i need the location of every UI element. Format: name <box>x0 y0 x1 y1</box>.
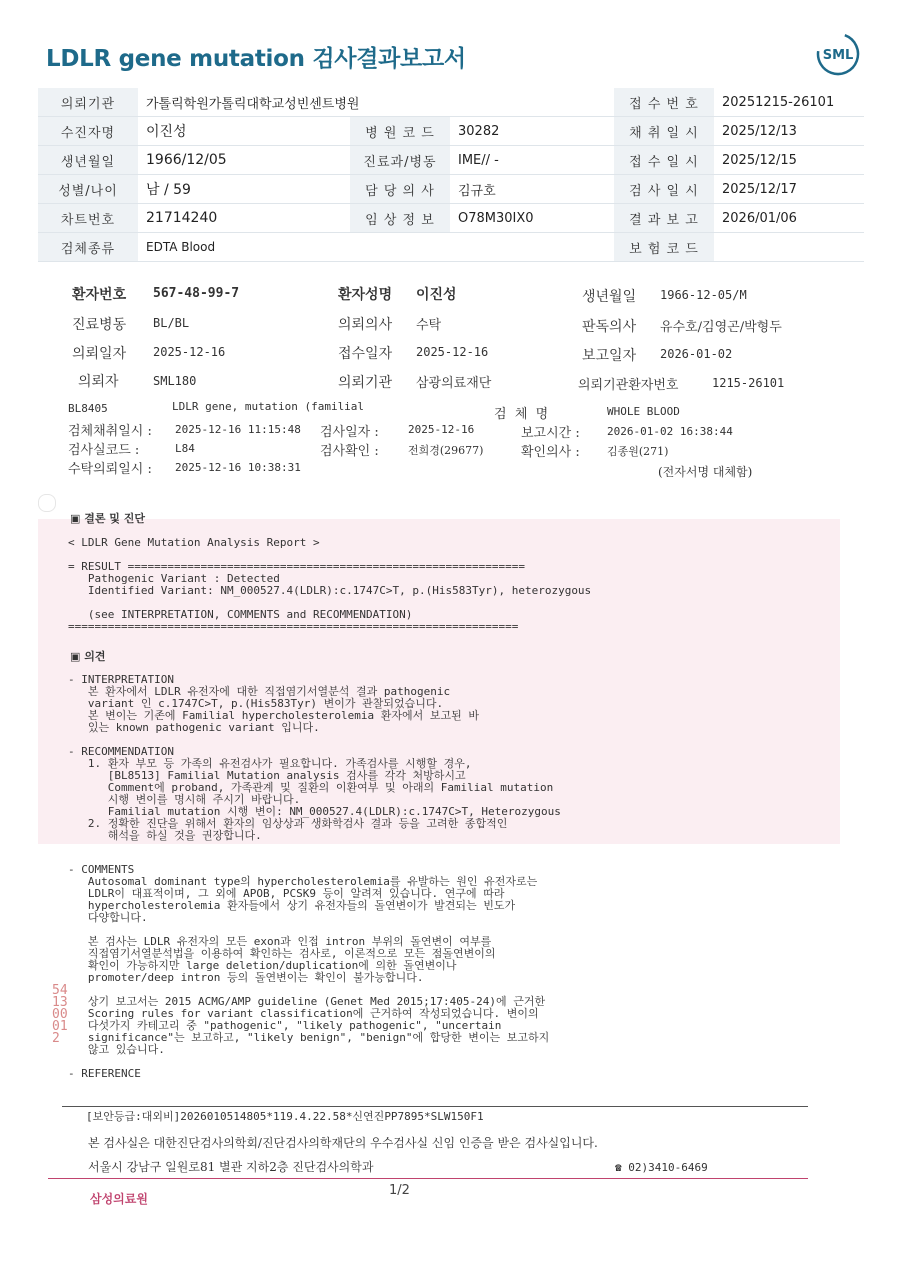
page-number: 1/2 <box>389 1183 410 1198</box>
label-insurance-code: 보 험 코 드 <box>614 233 714 262</box>
label-dept: 진료과/병동 <box>350 146 450 175</box>
scan-confirm-doctor-label: 확인의사 : <box>521 445 580 460</box>
sml-logo <box>816 32 860 76</box>
scan-consign: 2025-12-16 10:38:31 <box>175 461 301 474</box>
scan-requester: SML180 <box>153 374 197 388</box>
value-collection-date: 2025/12/13 <box>714 117 864 146</box>
scan-lab-code-label: 검사실코드 : <box>68 443 140 458</box>
footer-divider-top <box>62 1106 808 1107</box>
scan-req-date: 2025-12-16 <box>153 345 226 359</box>
label-sex-age: 성별/나이 <box>38 175 138 204</box>
footer-address: 서울시 강남구 일원로81 별관 지하2층 진단검사의학과 <box>88 1160 374 1174</box>
scan-report-date-label: 보고일자 <box>582 348 637 364</box>
scan-ward-label: 진료병동 <box>72 317 127 333</box>
scan-ward: BL/BL <box>153 316 190 330</box>
scan-reading-doctor-label: 판독의사 <box>582 319 637 335</box>
scan-report-time-label: 보고시간 : <box>521 426 580 441</box>
scan-test-date: 2025-12-16 <box>408 423 475 436</box>
label-receipt-date: 접 수 일 시 <box>614 146 714 175</box>
scan-birth-label: 생년월일 <box>582 289 637 305</box>
footer-brand: 삼성의료원 <box>90 1192 148 1206</box>
scan-req-inst: 삼광의료재단 <box>416 376 492 391</box>
label-test-date: 검 사 일 시 <box>614 175 714 204</box>
label-receipt-no: 접 수 번 호 <box>614 88 714 117</box>
label-birth: 생년월일 <box>38 146 138 175</box>
value-hospital-code: 30282 <box>450 117 614 146</box>
section-opinion-title: ▣ 의견 <box>70 650 106 663</box>
value-insurance-code <box>714 233 864 262</box>
scan-confirm-doctor: 김종원(271) <box>607 445 669 458</box>
scan-birth: 1966-12-05/M <box>660 288 747 302</box>
scan-patient-no: 567-48-99-7 <box>153 286 240 301</box>
scan-recv-date-label: 접수일자 <box>338 346 393 362</box>
scan-specimen: WHOLE BLOOD <box>607 405 680 418</box>
label-doctor: 담 당 의 사 <box>350 175 450 204</box>
scan-requester-label: 의뢰자 <box>78 374 119 390</box>
scan-inst-patient-no: 1215-26101 <box>712 376 785 390</box>
page-title: LDLR gene mutation 검사결과보고서 <box>46 46 466 72</box>
footer-phone: ☎ 02)3410-6469 <box>615 1161 708 1174</box>
value-report-date: 2026/01/06 <box>714 204 864 233</box>
report-comments-block: - COMMENTS Autosomal dominant type의 hypercholesterolemia를 유발하는 원인 유전자로는 LDLR이 대표적이며, 그 외에 APOB, PCSK9 등이 알려져 있습니다. 연구에 따라 hypercholesterolemia 환자들에서 상기 유전자들의 돌연변이가 발견되는 빈도가 다양합니다. 본 검사는 LDLR 유전자의 모든 exon과 인접 intron 부위의 돌연변이 여부를 직접염기서열분석법을 이용하여 확인하는 검사로, 이론적으로 모든 점돌연변이의 확인이 가능하지만 large deletion/duplication에 의한 돌연변이나 promoter/deep intron 등의 돌연변이는 확인이 불가능합니다. 상기 보고서는 2015 ACMG/AMP guideline (Genet Med 2015;17:405-24)에 근거한 Scoring rules for variant classification에 근거하여 작성되었습니다. 변이의 다섯가지 카테고리 중 "pathogenic", "likely pathogenic", "uncertain significance"는 보고하고, "likely benign", "benign"에 합당한 변이는 보고하지 않고 있습니다. - REFERENCE <box>68 863 550 1080</box>
report-interpretation-block: - INTERPRETATION 본 환자에서 LDLR 유전자에 대한 직접염기서열분석 결과 pathogenic variant 인 c.1747C>T, p.(His583Tyr) 변이가 관찰되었습니다. 본 변이는 기존에 Familial hypercholesterolemia 환자에서 보고된 바 있는 known pathogenic variant 입니다. - RECOMMENDATION 1. 환자 부모 등 가족의 유전검사가 필요합니다. 가족검사를 시행할 경우, [BL8513] Familial Mutation analysis 검사를 각각 처방하시고 Comment에 proband, 가족관계 및 질환의 이환여부 및 아래의 Familial mutation 시행 변이를 명시해 주시기 바랍니다. Familial mutation 시행 변이: NM_000527.4(LDLR):c.1747C>T, Heterozygous 2. 정확한 진단을 위해서 환자의 임상상과 생화학검사 결과 등을 고려한 종합적인 해석을 하실 것을 권장합니다. <box>68 673 561 842</box>
label-report-date: 결 과 보 고 <box>614 204 714 233</box>
scan-patient-no-label: 환자번호 <box>72 287 127 303</box>
value-requesting-institution: 가톨릭학원가톨릭대학교성빈센트병원 <box>138 88 614 117</box>
punch-hole <box>38 494 56 512</box>
scan-patient-name: 이진성 <box>416 287 457 303</box>
scan-test-name: LDLR gene, mutation (familial <box>172 400 365 413</box>
value-chart-no: 21714240 <box>138 204 350 233</box>
value-receipt-date: 2025/12/15 <box>714 146 864 175</box>
scan-req-inst-label: 의뢰기관 <box>338 375 393 391</box>
scan-patient-name-label: 환자성명 <box>338 287 393 303</box>
value-specimen: EDTA Blood <box>138 233 614 262</box>
scan-specimen-label: 검 체 명 <box>494 407 549 422</box>
value-receipt-no: 20251215-26101 <box>714 88 864 117</box>
scan-test-confirm-label: 검사확인 : <box>320 444 379 459</box>
value-doctor: 김규호 <box>450 175 614 204</box>
value-patient-name: 이진성 <box>138 117 350 146</box>
label-patient-name: 수진자명 <box>38 117 138 146</box>
scan-req-doctor-label: 의뢰의사 <box>338 317 393 333</box>
logo-text: SML <box>822 48 854 63</box>
value-birth: 1966/12/05 <box>138 146 350 175</box>
label-collection-date: 채 취 일 시 <box>614 117 714 146</box>
scan-reading-doctor: 유수호/김영곤/박형두 <box>660 320 782 335</box>
label-hospital-code: 병 원 코 드 <box>350 117 450 146</box>
scan-esign-note: (전자서명 대체함) <box>658 465 753 479</box>
value-test-date: 2025/12/17 <box>714 175 864 204</box>
scan-collect: 2025-12-16 11:15:48 <box>175 423 301 436</box>
scan-consign-label: 수탁의뢰일시 : <box>68 462 152 477</box>
value-clinical-info: O78M30IX0 <box>450 204 614 233</box>
scan-lab-code: L84 <box>175 442 195 455</box>
value-sex-age: 남 / 59 <box>138 175 350 204</box>
section-conclusion-title: ▣ 결론 및 진단 <box>70 512 146 525</box>
scan-inst-patient-no-label: 의뢰기관환자번호 <box>578 378 679 393</box>
scan-test-date-label: 검사일자 : <box>320 425 379 440</box>
scan-recv-date: 2025-12-16 <box>416 345 489 359</box>
side-barcode-number: 541300012 <box>52 983 68 1046</box>
scan-req-date-label: 의뢰일자 <box>72 346 127 362</box>
value-dept: IME// - <box>450 146 614 175</box>
label-chart-no: 차트번호 <box>38 204 138 233</box>
scan-req-doctor: 수탁 <box>416 318 442 333</box>
footer-divider-bottom <box>48 1178 808 1179</box>
scan-test-confirm: 전희경(29677) <box>408 444 484 457</box>
scan-test-code: BL8405 <box>68 402 108 415</box>
label-specimen: 검체종류 <box>38 233 138 262</box>
label-clinical-info: 임 상 정 보 <box>350 204 450 233</box>
report-result-block: < LDLR Gene Mutation Analysis Report > = RESULT ============================================================ Pathogenic Variant : Detected Identified Variant: NM_000527.4(LDLR):c.1747C>T, p.(His583Tyr), heterozygous (see INTERPRETATION, COMMENTS and RECOMMENDATION) ==================================================================== <box>68 536 592 633</box>
scan-report-date: 2026-01-02 <box>660 347 733 361</box>
patient-info-table <box>38 88 864 262</box>
scan-report-time: 2026-01-02 16:38:44 <box>607 425 733 438</box>
label-requesting-institution: 의뢰기관 <box>38 88 138 117</box>
scan-collect-label: 검체채취일시 : <box>68 424 152 439</box>
footer-cert-line: 본 검사실은 대한진단검사의학회/진단검사의학재단의 우수검사실 신임 인증을 받은 검사실입니다. <box>88 1136 598 1150</box>
footer-security-line: [보안등급:대외비]2026010514805*119.4.22.58*신연진PP7895*SLW150F1 <box>86 1110 484 1123</box>
